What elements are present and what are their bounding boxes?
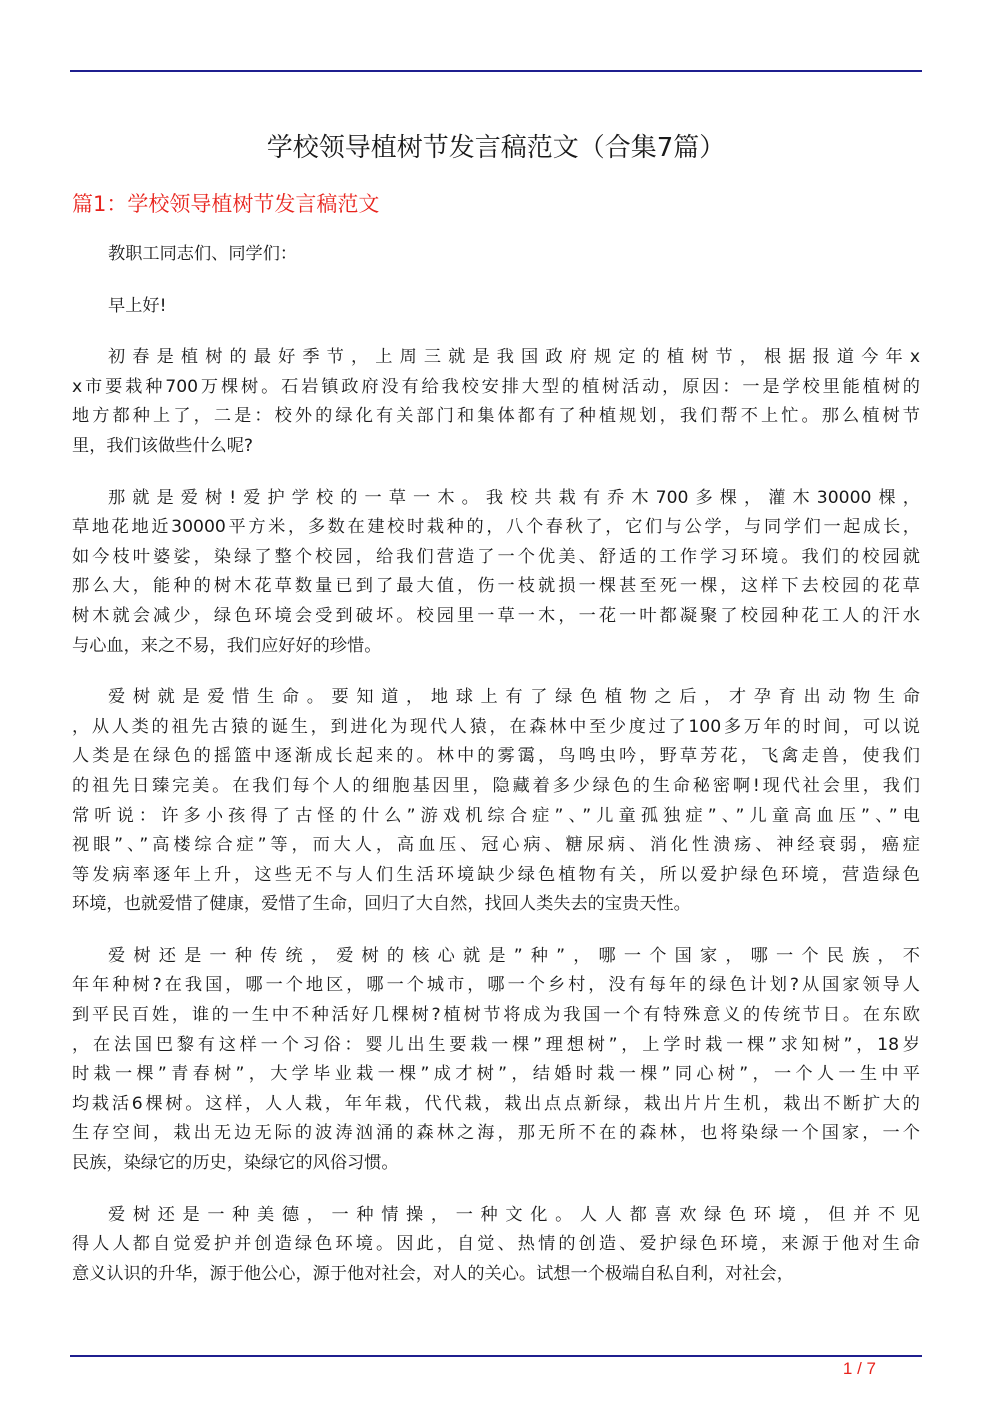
paragraph-line: 常听说：许多小孩得了古怪的什么”游戏机综合症”、”儿童孤独症”、”儿童高血压”、”电: [72, 805, 920, 826]
paragraph-line: 地方都种上了，二是：校外的绿化有关部门和集体都有了种植规划，我们帮不上忙。那么植树节: [72, 406, 920, 427]
paragraph-line: 意义认识的升华，源于他公心，源于他对社会，对人的关心。试想一个极端自私自利，对社会，: [72, 1263, 794, 1284]
page-number: 1 / 7: [842, 1359, 876, 1378]
paragraph-line: 草地花地近30000平方米，多数在建校时栽种的，八个春秋了，它们与公学，与同学们一起成长，: [72, 517, 920, 538]
paragraph: [72, 343, 920, 461]
paragraph-line: 年年种树?在我国，哪一个地区，哪一个城市，哪一个乡村，没有每年的绿色计划?从国家领导人: [72, 975, 920, 996]
article-body: [72, 240, 920, 1311]
paragraph-line: 得人人都自觉爱护并创造绿色环境。因此，自觉、热情的创造、爱护绿色环境，来源于他对生命: [72, 1234, 920, 1255]
paragraph-line: x市要栽种700万棵树。石岩镇政府没有给我校安排大型的植树活动，原因：一是学校里能植树的: [72, 376, 920, 397]
paragraph-line: ，从人类的祖先古猿的诞生，到进化为现代人猿，在森林中至少度过了100多万年的时间，可以说: [72, 716, 920, 737]
paragraph-line: 等发病率逐年上升，这些无不与人们生活环境缺少绿色植物有关，所以爱护绿色环境，营造绿色: [72, 864, 920, 885]
header-rule: [70, 70, 922, 72]
paragraph-line: 民族，染绿它的历史，染绿它的风俗习惯。: [72, 1153, 399, 1174]
paragraph-line: 爱树就是爱惜生命。要知道，地球上有了绿色植物之后，才孕育出动物生命: [108, 687, 920, 708]
paragraph-line: 环境，也就爱惜了健康，爱惜了生命，回归了大自然，找回人类失去的宝贵天性。: [72, 894, 691, 915]
paragraph-line: 爱树还是一种传统，爱树的核心就是”种”，哪一个国家，哪一个民族，不: [108, 945, 920, 966]
paragraph: [72, 240, 920, 270]
paragraph-line: 教职工同志们、同学们：: [108, 244, 298, 264]
paragraph-line: 均栽活6棵树。这样，人人栽，年年栽，代代栽，栽出点点新绿，栽出片片生机，栽出不断扩大的: [72, 1093, 920, 1114]
paragraph-line: 如今枝叶婆娑，染绿了整个校园，给我们营造了一个优美、舒适的工作学习环境。我们的校园就: [72, 546, 920, 567]
paragraph-line: 爱树还是一种美德，一种情操，一种文化。人人都喜欢绿色环境，但并不见: [108, 1204, 920, 1225]
paragraph-line: 视眼”、”高楼综合症”等，而大人，高血压、冠心病、糖尿病、消化性溃疡、神经衰弱，癌症: [72, 835, 920, 856]
paragraph: [72, 942, 920, 1179]
document-title: 学校领导植树节发言稿范文（合集7篇）: [266, 133, 726, 163]
paragraph-line: 那就是爱树!爱护学校的一草一木。我校共栽有乔木700多棵，灌木30000棵，: [108, 487, 920, 508]
paragraph: [72, 683, 920, 920]
paragraph-line: 到平民百姓，谁的一生中不种活好几棵树?植树节将成为我国一个有特殊意义的传统节日。在东欧: [72, 1005, 920, 1026]
paragraph-line: 初春是植树的最好季节，上周三就是我国政府规定的植树节，根据报道今年x: [108, 347, 920, 368]
paragraph-line: 人类是在绿色的摇篮中逐渐成长起来的。林中的雾霭，鸟鸣虫吟，野草芳花，飞禽走兽，使我们: [72, 746, 920, 767]
paragraph-line: 的祖先日臻完美。在我们每个人的细胞基因里，隐藏着多少绿色的生命秘密啊!现代社会里，我们: [72, 775, 920, 796]
paragraph-line: 生存空间，栽出无边无际的波涛汹涌的森林之海，那无所不在的森林，也将染绿一个国家，一个: [72, 1123, 920, 1144]
section-heading: 篇1：学校领导植树节发言稿范文: [72, 192, 380, 216]
paragraph-line: 时栽一棵”青春树”，大学毕业栽一棵”成才树”，结婚时栽一棵”同心树”，一个人一生中平: [72, 1064, 920, 1085]
paragraph-line: 里，我们该做些什么呢?: [72, 435, 253, 456]
paragraph-line: 那么大，能种的树木花草数量已到了最大值，伤一枝就损一棵甚至死一棵，这样下去校园的花草: [72, 576, 920, 597]
paragraph: [72, 484, 920, 662]
paragraph: [72, 1201, 920, 1290]
paragraph-line: ，在法国巴黎有这样一个习俗：婴儿出生要栽一棵”理想树”，上学时栽一棵”求知树”，18岁: [72, 1034, 920, 1055]
paragraph-line: 早上好!: [108, 295, 167, 316]
paragraph-line: 树木就会减少，绿色环境会受到破坏。校园里一草一木，一花一叶都凝聚了校园种花工人的汗水: [72, 605, 920, 626]
paragraph: [72, 292, 920, 322]
paragraph-line: 与心血，来之不易，我们应好好的珍惜。: [72, 635, 382, 656]
